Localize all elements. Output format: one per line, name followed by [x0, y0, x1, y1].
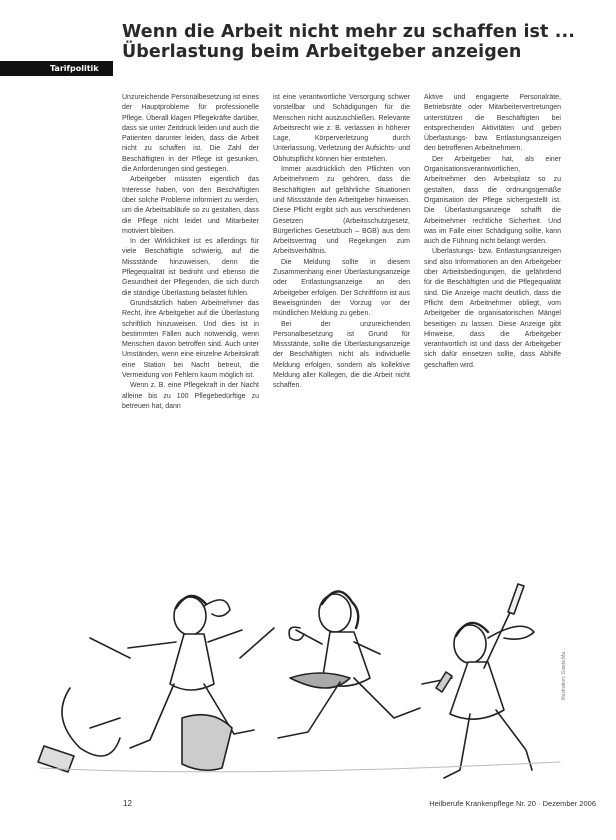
paragraph: Grundsätzlich haben Arbeitnehmer das Recht, ihre Arbeitgeber auf die Überlastung schriftlich hinzuweisen. Und dies ist in bestimmten Fällen auch notwendig, wenn Menschen davon betroffen sind. Auch unter Umständen, wenn eine einzelne Arbeitskraft eine Station bei Nacht betreut, die Vermeidung von Fehlern kaum möglich ist. [122, 299, 259, 380]
text-column-3 [424, 93, 561, 535]
paragraph: Der Arbeitgeber hat, als einer Organisationsverantwortlichen, Arbeitnehmer den Arbeitsplatz so zu gestalten, dass die ordnungsgemäße Organisation der Pflege sichergestellt ist. Die Überlastungsanzeige schafft die Arbeitnehmer rechtliche Sicherheit. Und was im Falle einer Schädigung sollte, kann auch die Führung nicht belangt werden. [424, 155, 561, 246]
paragraph: Bei der unzureichenden Personalbesetzung ist Grund für Missstände, sollte die Überlastungsanzeige der Beschäftigten nicht als individuelle Meldung erfolgen, sondern als kollektive Meldung aller Kollegen, die die Arbeit nicht schaffen. [273, 320, 410, 390]
paragraph: Wenn z. B. eine Pflegekraft in der Nacht alleine bis zu 100 Pflegebedürftige zu betreuen hat, dann [122, 382, 259, 410]
paragraph: Unzureichende Personalbesetzung ist eines der Hauptprobleme für professionelle Pflege. Überall klagen Pflegekräfte darüber, dass sie unter Zeitdruck leiden und auch die Patienten darunter leiden, dass die Arbeit nicht zu schaffen ist. Die Zahl der Beschäftigten in der Pflege ist gesunken, die Anforderungen sind gestiegen. [122, 94, 259, 174]
nurse-figure-right [422, 584, 534, 778]
section-label: Tarifpolitik [50, 64, 99, 73]
article-title [122, 22, 607, 62]
title-line-1: Wenn die Arbeit nicht mehr zu schaffen ist ... [122, 22, 575, 42]
nurse-figure-middle [278, 591, 420, 738]
page-number: 12 [123, 799, 132, 808]
paragraph: Aktive und engagierte Personalräte, Betriebsräte oder Mitarbeitervertretungen unterstützen die Beschäftigten bei entsprechenden Aktivitäten und geben Überlastungs- bzw. Entlastungsanzeigen den betroffenen Arbeitnehmern. [424, 94, 561, 153]
publication-footer: Heilberufe Krankenpflege Nr. 20 · Dezember 2006 [429, 799, 596, 808]
text-column-1 [122, 93, 259, 603]
paragraph: Die Meldung sollte in diesem Zusammenhang einer Überlastungsanzeige oder Entlastungsanzeige an den Arbeitgeber erfolgen. Der Schriftform ist aus Beweisgründen der Vorzug vor der mündlichen Meldung zu geben. [273, 258, 410, 318]
paragraph: Überlastungs- bzw. Entlastungsanzeigen sind also Informationen an den Arbeitgeber über Arbeitsbedingungen, die gefährdend für die Beschäftigten und die Pflegequalität sind. Die Anzeige macht deutlich, dass die Pflicht dem Arbeitnehmer obliegt, vom Arbeitgeber die organisatorischen Mängel beseitigen zu lassen. Diese Anzeige gibt Hinweise, dass die Arbeitgeber verantwortlich ist und dass der Arbeitgeber sich dafür einsetzen sollte, dass Abhilfe geschaffen wird. [424, 248, 561, 369]
text-column-2 [273, 93, 410, 413]
nurse-figure-left [38, 596, 274, 772]
illustration-overworked-nurses-icon [0, 568, 616, 790]
title-line-2: Überlastung beim Arbeitgeber anzeigen [122, 42, 522, 62]
illustration-credit: Illustration: Gisela Ma... [561, 647, 567, 700]
paragraph: Immer ausdrücklich den Pflichten von Arbeitnehmern zu gehören, dass die Beschäftigten auf gefährliche Situationen und Missstände den Arbeitgeber hinweisen. Diese Pflicht ergibt sich aus verschiedenen Gesetzen (Arbeitsschutzgesetz, Bürgerliches Gesetzbuch – BGB) aus dem Arbeitsvertrag und Regelungen zum Arbeitsverhältnis. [273, 166, 410, 256]
paragraph: In der Wirklichkeit ist es allerdings für viele Beschäftigte schwierig, auf die Missstände hinzuweisen, denn die Pflegequalität ist bedroht und ebenso die Gesundheit der Pflegenden, die sich durch die ständige Überlastung belastet fühlen. [122, 238, 259, 297]
paragraph: ist eine verantwortliche Versorgung schwer vorstellbar und Schädigungen für die Menschen nicht auszuschließen. Relevante Arbeitsrecht wie z. B. verlassen in höherer Lage, Körperverletzung durch Unterlassung, Verletzung der Aufsichts- und Obhutspflicht können hier entstehen. [273, 94, 410, 163]
paragraph: Arbeitgeber müssten eigentlich das Interesse haben, von den Beschäftigten über solche Probleme informiert zu werden, um die Arbeitsabläufe so zu gestalten, dass die Pflege nicht leidet und Mitarbeiter motiviert bleiben. [122, 176, 259, 235]
